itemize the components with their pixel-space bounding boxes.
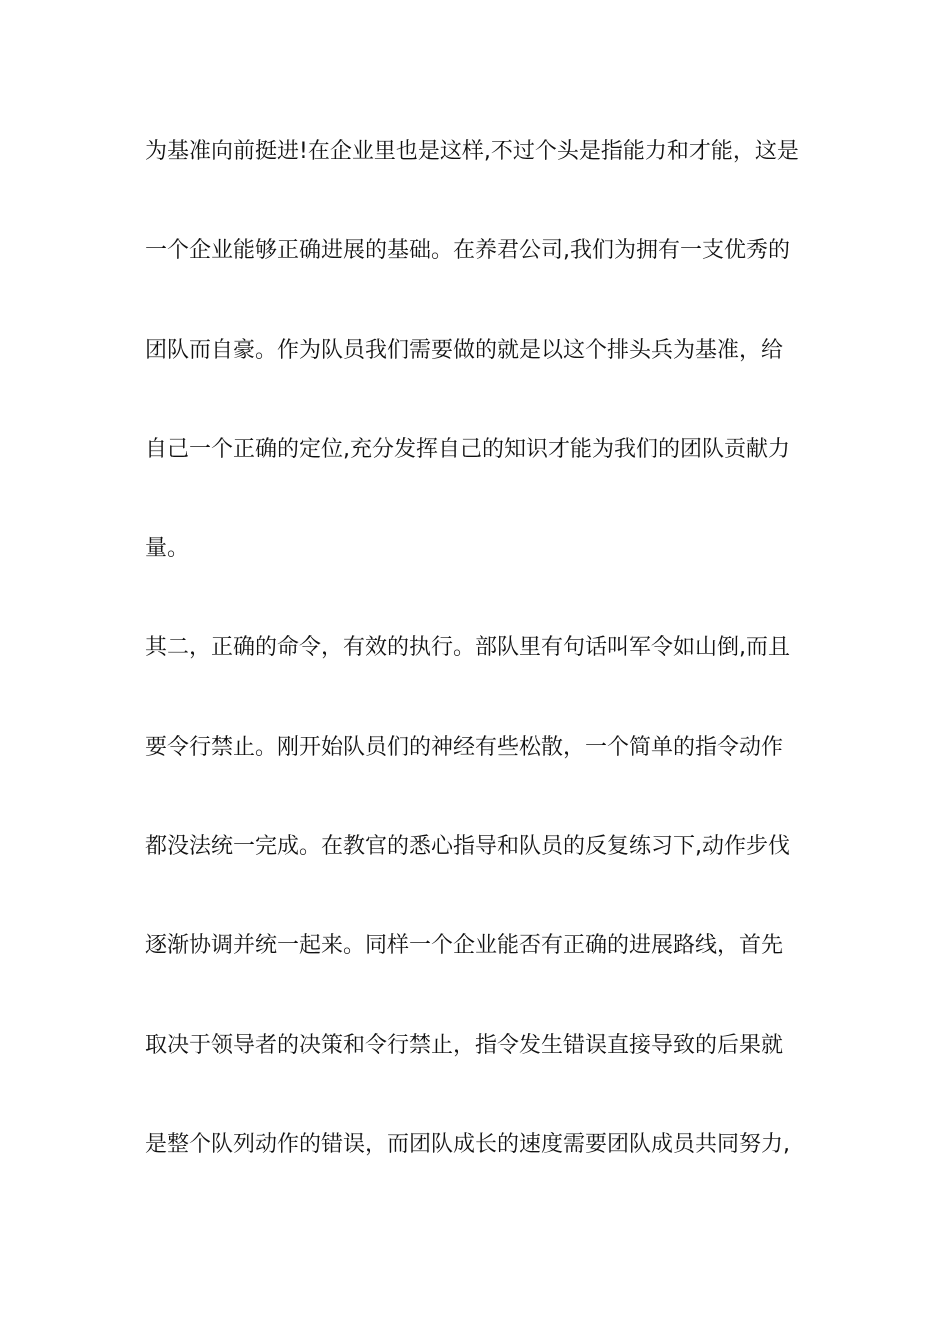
text-line: 团队而自豪。作为队员我们需要做的就是以这个排头兵为基准，给 — [145, 338, 784, 363]
text-line: 是整个队列动作的错误，而团队成长的速度需要团队成员共同努力, — [145, 1132, 790, 1157]
text-line: 要令行禁止。刚开始队员们的神经有些松散，一个简单的指令动作 — [145, 735, 784, 760]
text-line: 其二，正确的命令，有效的执行。部队里有句话叫军令如山倒,而且 — [145, 635, 790, 660]
text-line: 取决于领导者的决策和令行禁止，指令发生错误直接导致的后果就 — [145, 1033, 784, 1058]
text-line: 一个企业能够正确进展的基础。在养君公司,我们为拥有一支优秀的 — [145, 238, 790, 263]
text-line: 为基准向前挺进!在企业里也是这样,不过个头是指能力和才能，这是 — [145, 139, 799, 164]
text-line: 自己一个正确的定位,充分发挥自己的知识才能为我们的团队贡献力 — [145, 437, 790, 462]
text-line: 量。 — [145, 536, 190, 561]
text-line: 都没法统一完成。在教官的悉心指导和队员的反复练习下,动作步伐 — [145, 834, 790, 859]
text-line: 逐渐协调并统一起来。同样一个企业能否有正确的进展路线，首先 — [145, 933, 784, 958]
